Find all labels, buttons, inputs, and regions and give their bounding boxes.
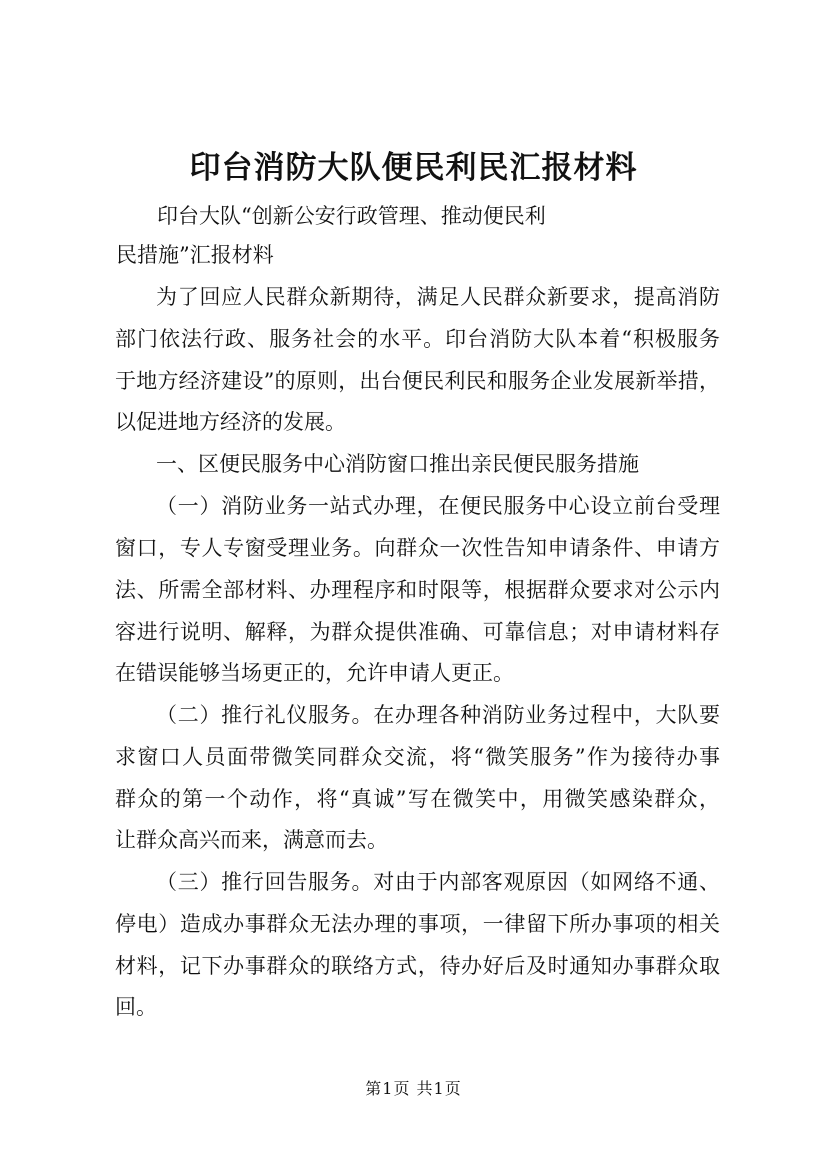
paragraph-line: （三）推行回告服务。对由于内部客观原因（如网络不通、: [156, 870, 720, 894]
page-number-footer: 第1页 共1页: [365, 1079, 462, 1098]
paragraph-line: 在错误能够当场更正的，允许申请人更正。: [115, 661, 514, 685]
paragraph-line: 让群众高兴而来，满意而去。: [115, 828, 388, 852]
paragraph-line: 回。: [115, 995, 157, 1019]
paragraph-line: 于地方经济建设”的原则，出台便民利民和服务企业发展新举措，: [115, 369, 720, 393]
paragraph-line: （二）推行礼仪服务。在办理各种消防业务过程中，大队要: [156, 703, 720, 727]
paragraph-line: 窗口，专人专窗受理业务。向群众一次性告知申请条件、申请方: [115, 536, 720, 560]
paragraph-line: 部门依法行政、服务社会的水平。印台消防大队本着“积极服务: [115, 327, 720, 351]
paragraph-line: 为了回应人民群众新期待，满足人民群众新要求，提高消防: [156, 285, 720, 309]
section-heading: 一、区便民服务中心消防窗口推出亲民便民服务措施: [156, 452, 639, 476]
paragraph-line: 容进行说明、解释，为群众提供准确、可靠信息；对申请材料存: [115, 620, 720, 644]
subtitle-line: 印台大队“创新公安行政管理、推动便民利: [157, 204, 546, 228]
paragraph-line: 法、所需全部材料、办理程序和时限等，根据群众要求对公示内: [115, 578, 720, 602]
page-title: 印台消防大队便民利民汇报材料: [189, 150, 638, 186]
subtitle-line: 民措施”汇报材料: [116, 243, 274, 267]
paragraph-line: 停电）造成办事群众无法办理的事项，一律留下所办事项的相关: [115, 912, 720, 936]
paragraph-line: 材料，记下办事群众的联络方式，待办好后及时通知办事群众取: [115, 954, 720, 978]
paragraph-line: 以促进地方经济的发展。: [115, 410, 346, 434]
paragraph-line: 群众的第一个动作，将“真诚”写在微笑中，用微笑感染群众，: [115, 787, 720, 811]
paragraph-line: 求窗口人员面带微笑同群众交流，将“微笑服务”作为接待办事: [115, 745, 720, 769]
paragraph-line: （一）消防业务一站式办理，在便民服务中心设立前台受理: [156, 494, 720, 518]
